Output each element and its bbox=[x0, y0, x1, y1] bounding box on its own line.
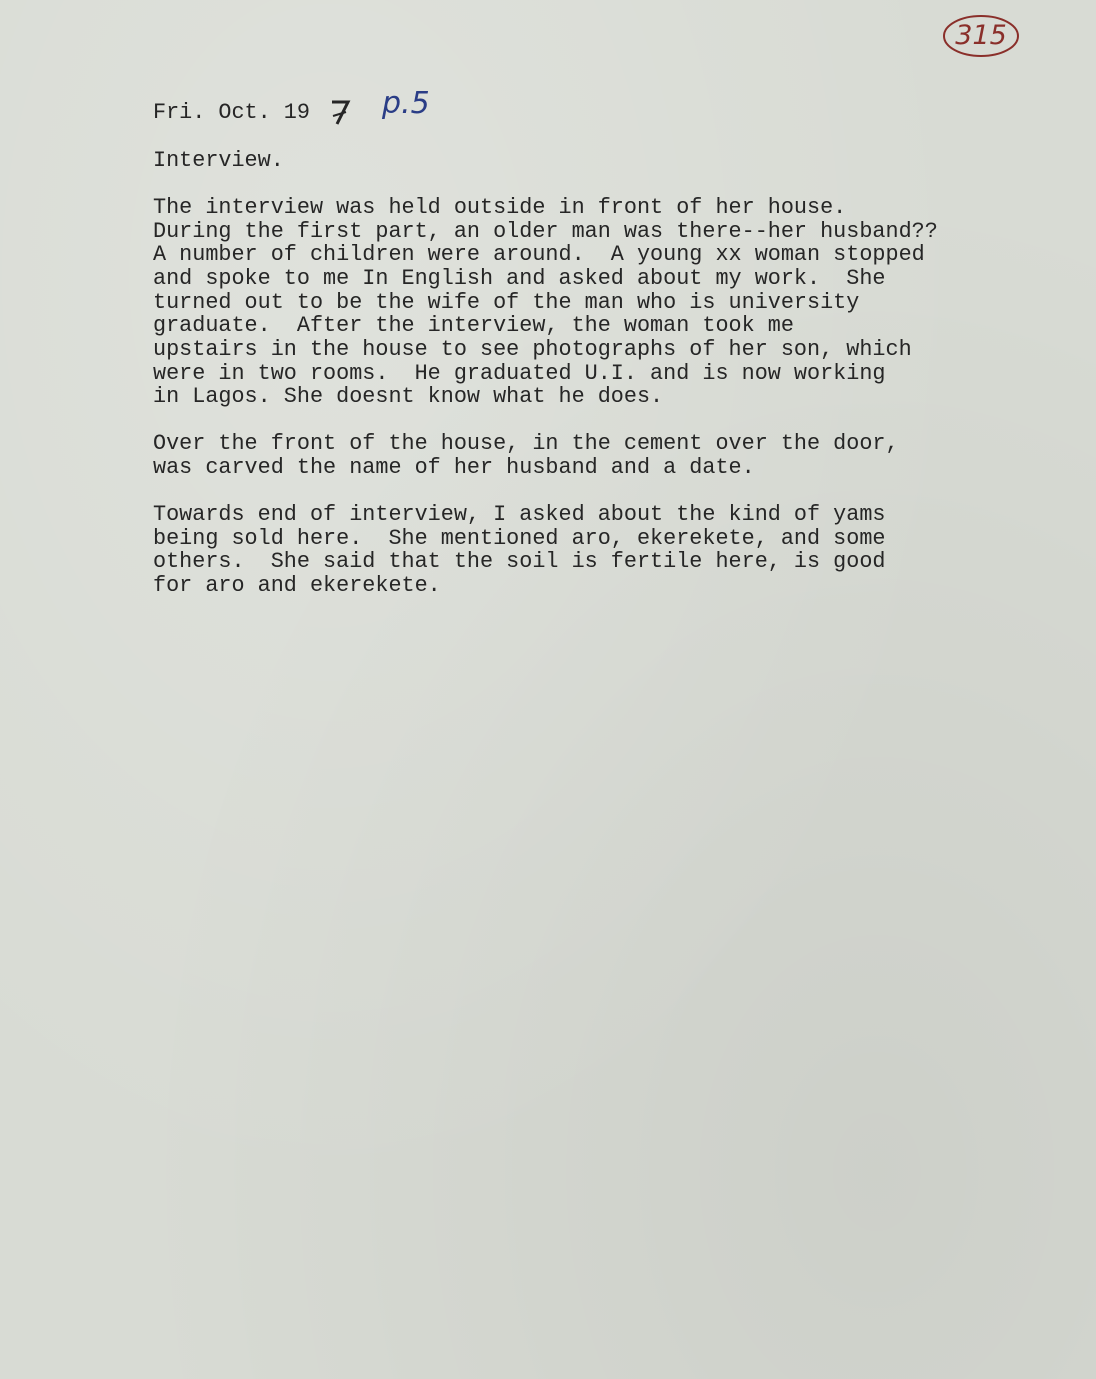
paragraph-line: graduate. After the interview, the woman took me bbox=[153, 313, 794, 338]
paragraph-line: A number of children were around. A young xx woman stopped bbox=[153, 242, 925, 267]
overtyped-digit-mark bbox=[329, 97, 351, 127]
date-line: Fri. Oct. 19 bbox=[153, 100, 310, 125]
paragraph-line: was carved the name of her husband and a date. bbox=[153, 455, 755, 480]
circled-page-number bbox=[941, 13, 1021, 59]
paragraph-line: Over the front of the house, in the cement over the door, bbox=[153, 431, 899, 456]
page-number-label: 315 bbox=[955, 20, 1007, 51]
paragraph-line: in Lagos. She doesnt know what he does. bbox=[153, 384, 664, 409]
paragraph-line: were in two rooms. He graduated U.I. and is now working bbox=[153, 361, 886, 386]
handwritten-page-reference: p.5 bbox=[382, 86, 430, 121]
paragraph-line: The interview was held outside in front of her house. bbox=[153, 195, 847, 220]
section-title: Interview. bbox=[153, 148, 284, 173]
paragraph-line: for aro and ekerekete. bbox=[153, 573, 441, 598]
paragraph-line: Towards end of interview, I asked about the kind of yams bbox=[153, 502, 886, 527]
paragraph-line: others. She said that the soil is fertile here, is good bbox=[153, 549, 886, 574]
paragraph-line: upstairs in the house to see photographs of her son, which bbox=[153, 337, 912, 362]
paragraph-line: and spoke to me In English and asked about my work. She bbox=[153, 266, 886, 291]
paragraph-line: During the first part, an older man was there--her husband?? bbox=[153, 219, 938, 244]
paragraph-line: turned out to be the wife of the man who is university bbox=[153, 290, 860, 315]
paragraph-line: being sold here. She mentioned aro, ekerekete, and some bbox=[153, 526, 886, 551]
